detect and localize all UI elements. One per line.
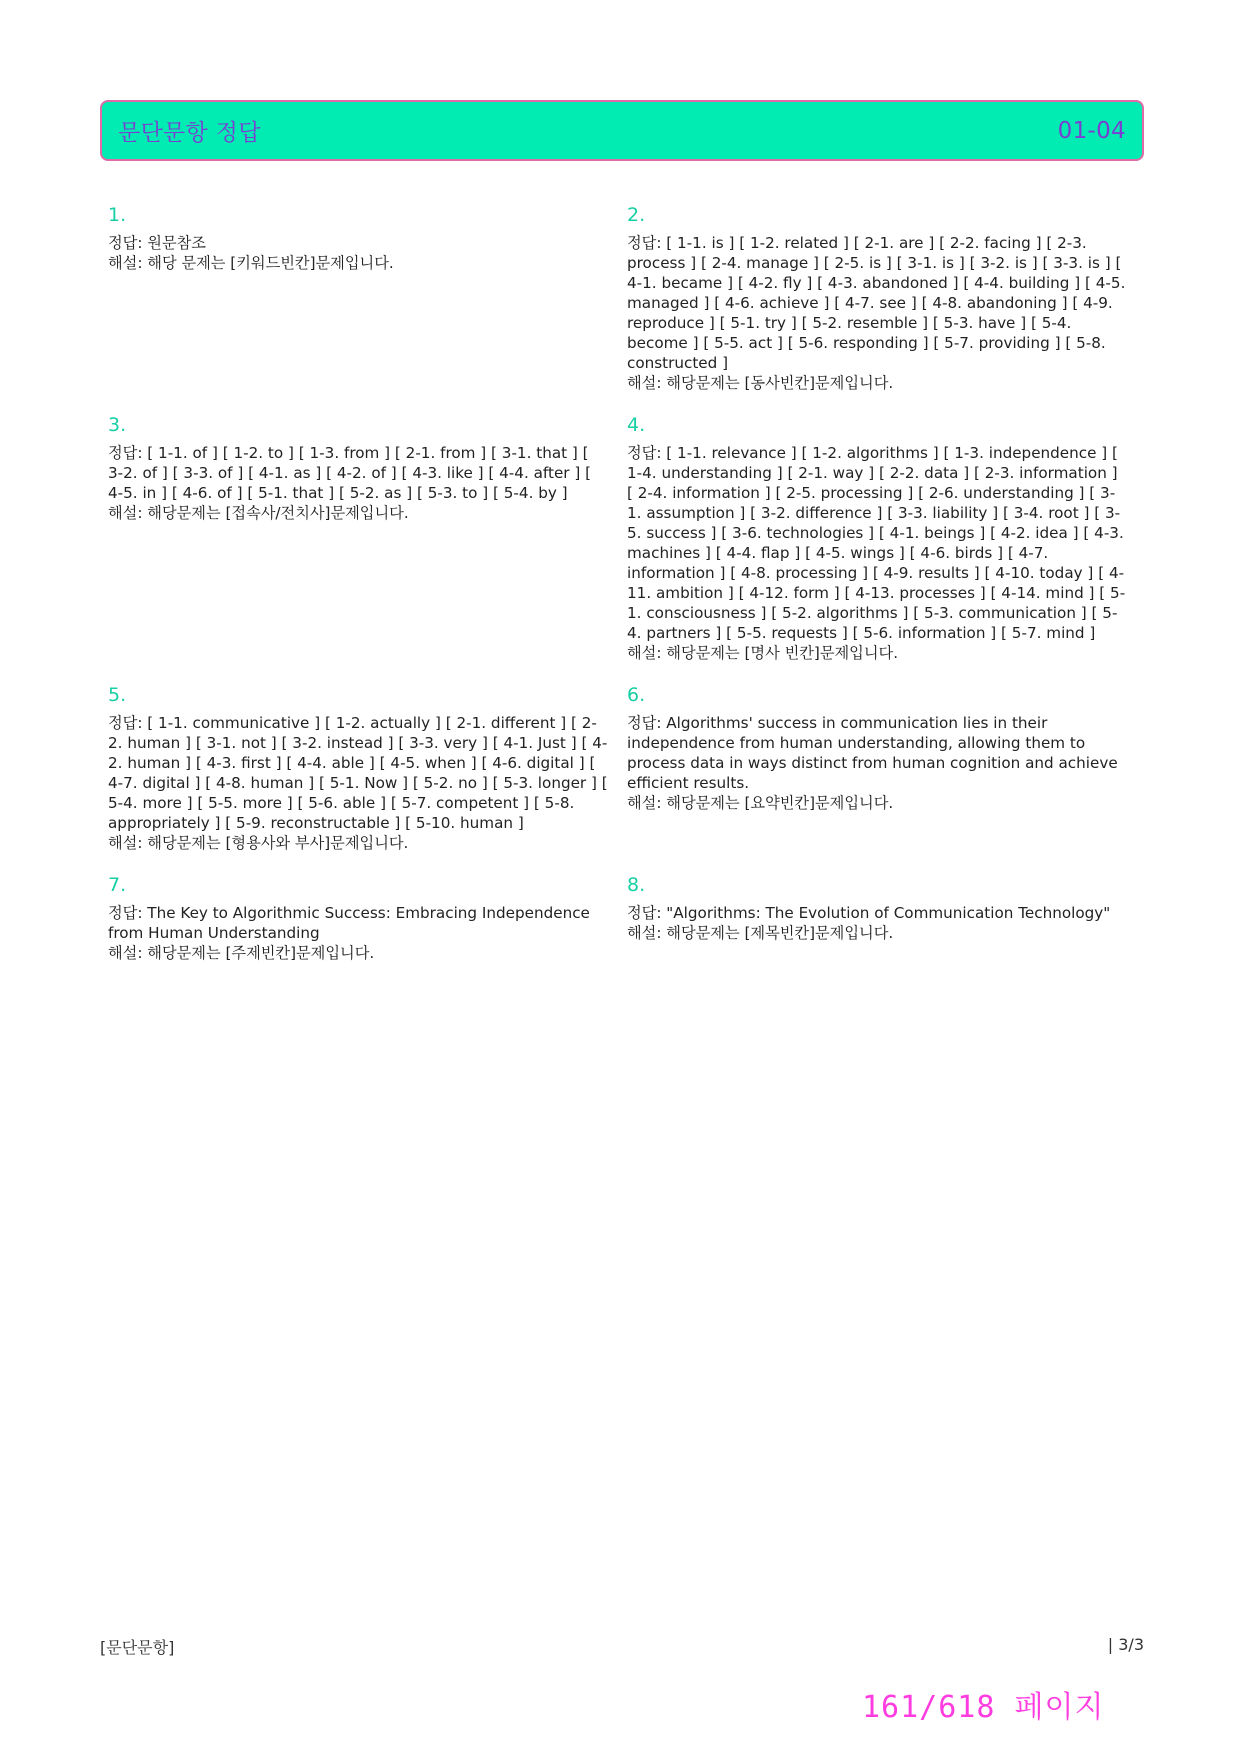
answer-item-4 <box>627 413 1127 663</box>
answer-text: 정답: [ 1-1. communicative ] [ 1-2. actually ] [ 2-1. different ] [ 2-2. human ] [ 3-1. not ] [ 3-2. instead ] [ 3-3. very ] [ 4-1. Just ] [ 4-2. human ] [ 4-3. first ] [ 4-4. able ] [ 4-5. when ] [ 4-6. digital ] [ 4-7. digital ] [ 4-8. human ] [ 5-1. Now ] [ 5-2. no ] [ 5-3. longer ] [ 5-4. more ] [ 5-5. more ] [ 5-6. able ] [ 5-7. competent ] [ 5-8. appropriately ] [ 5-9. reconstructable ] [ 5-10. human ] <box>108 714 608 832</box>
section-code: 01-04 <box>1057 117 1126 144</box>
explanation-text: 해설: 해당문제는 [형용사와 부사]문제입니다. <box>108 834 409 852</box>
explanation-text: 해설: 해당문제는 [제목빈칸]문제입니다. <box>627 924 894 942</box>
answer-item-6 <box>627 683 1127 813</box>
explanation-text: 해설: 해당문제는 [동사빈칸]문제입니다. <box>627 374 894 392</box>
question-number: 2. <box>627 204 646 226</box>
section-title: 문단문항 정답 <box>118 120 261 146</box>
answer-item-2 <box>627 203 1127 393</box>
answer-item-5 <box>108 683 608 853</box>
answer-text: 정답: "Algorithms: The Evolution of Communication Technology" <box>627 904 1111 922</box>
explanation-text: 해설: 해당문제는 [명사 빈칸]문제입니다. <box>627 644 899 662</box>
question-number: 7. <box>108 874 127 896</box>
section-header <box>100 100 1144 161</box>
answer-text: 정답: [ 1-1. is ] [ 1-2. related ] [ 2-1. are ] [ 2-2. facing ] [ 2-3. process ] [ 2-4. manage ] [ 2-5. is ] [ 3-1. is ] [ 3-2. is ] [ 3-3. is ] [ 4-1. became ] [ 4-2. fly ] [ 4-3. abandoned ] [ 4-4. building ] [ 4-5. managed ] [ 4-6. achieve ] [ 4-7. see ] [ 4-8. abandoning ] [ 4-9. reproduce ] [ 5-1. try ] [ 5-2. resemble ] [ 5-3. have ] [ 5-4. become ] [ 5-5. act ] [ 5-6. responding ] [ 5-7. providing ] [ 5-8. constructed ] <box>627 234 1126 372</box>
answer-item-1 <box>108 203 608 273</box>
answer-text: 정답: [ 1-1. of ] [ 1-2. to ] [ 1-3. from ] [ 2-1. from ] [ 3-1. that ] [ 3-2. of ] [ 3-3. of ] [ 4-1. as ] [ 4-2. of ] [ 4-3. like ] [ 4-4. after ] [ 4-5. in ] [ 4-6. of ] [ 5-1. that ] [ 5-2. as ] [ 5-3. to ] [ 5-4. by ] <box>108 444 592 502</box>
footer-page-number: | 3/3 <box>1107 1635 1144 1654</box>
page-counter: 161/618 페이지 <box>862 1690 1105 1725</box>
question-number: 3. <box>108 414 127 436</box>
explanation-text: 해설: 해당문제는 [접속사/전치사]문제입니다. <box>108 504 409 522</box>
answer-text: 정답: The Key to Algorithmic Success: Embracing Independence from Human Understanding <box>108 904 590 942</box>
footer-section-label: [문단문항] <box>100 1638 175 1657</box>
answer-item-3 <box>108 413 608 523</box>
explanation-text: 해설: 해당 문제는 [키워드빈칸]문제입니다. <box>108 254 394 272</box>
question-number: 6. <box>627 684 646 706</box>
question-number: 4. <box>627 414 646 436</box>
explanation-text: 해설: 해당문제는 [주제빈칸]문제입니다. <box>108 944 375 962</box>
answer-text: 정답: Algorithms' success in communication lies in their independence from human understanding, allowing them to process data in ways distinct from human cognition and achieve efficient results. <box>627 714 1118 792</box>
question-number: 8. <box>627 874 646 896</box>
explanation-text: 해설: 해당문제는 [요약빈칸]문제입니다. <box>627 794 894 812</box>
answer-text: 정답: 원문참조 <box>108 234 206 252</box>
question-number: 1. <box>108 204 127 226</box>
answer-text: 정답: [ 1-1. relevance ] [ 1-2. algorithms ] [ 1-3. independence ] [ 1-4. understanding ] [ 2-1. way ] [ 2-2. data ] [ 2-3. information ] [ 2-4. information ] [ 2-5. processing ] [ 2-6. understanding ] [ 3-1. assumption ] [ 3-2. difference ] [ 3-3. liability ] [ 3-4. root ] [ 3-5. success ] [ 3-6. technologies ] [ 4-1. beings ] [ 4-2. idea ] [ 4-3. machines ] [ 4-4. flap ] [ 4-5. wings ] [ 4-6. birds ] [ 4-7. information ] [ 4-8. processing ] [ 4-9. results ] [ 4-10. today ] [ 4-11. ambition ] [ 4-12. form ] [ 4-13. processes ] [ 4-14. mind ] [ 5-1. consciousness ] [ 5-2. algorithms ] [ 5-3. communication ] [ 5-4. partners ] [ 5-5. requests ] [ 5-6. information ] [ 5-7. mind ] <box>627 444 1126 642</box>
question-number: 5. <box>108 684 127 706</box>
answer-item-8 <box>627 873 1127 943</box>
answer-item-7 <box>108 873 608 963</box>
